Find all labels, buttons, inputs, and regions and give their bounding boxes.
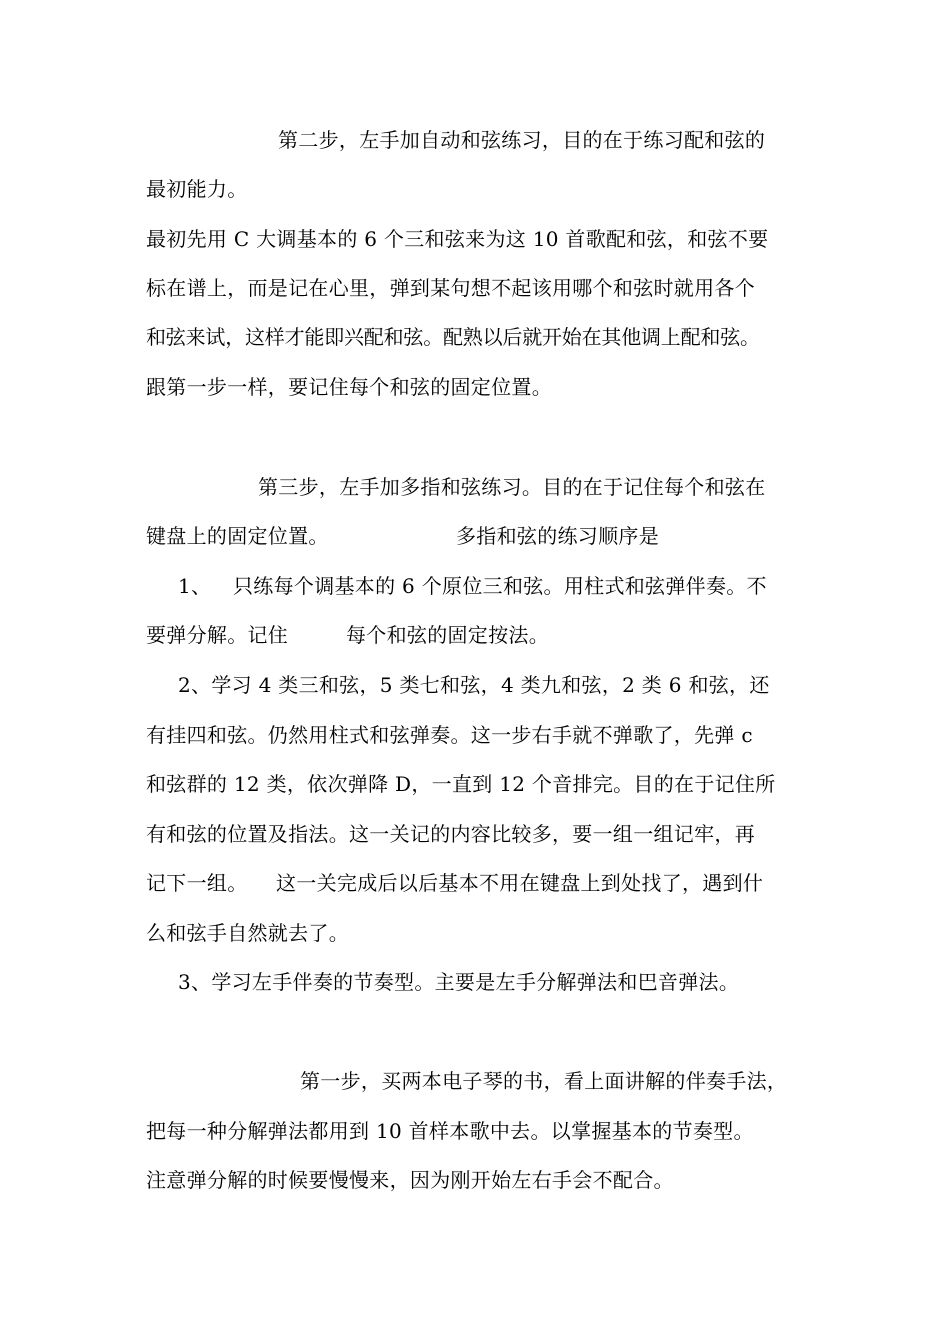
paragraph-line: 第一步，买两本电子琴的书，看上面讲解的伴奏手法， xyxy=(300,1069,788,1093)
paragraph-line: 第二步，左手加自动和弦练习，目的在于练习配和弦的 xyxy=(278,128,766,152)
paragraph-line: 跟第一步一样，要记住每个和弦的固定位置。 xyxy=(146,375,552,399)
paragraph-line: 么和弦手自然就去了。 xyxy=(146,921,349,945)
paragraph-line: 多指和弦的练习顺序是 xyxy=(456,524,659,548)
paragraph-line: 标在谱上，而是记在心里，弹到某句想不起该用哪个和弦时就用各个 xyxy=(146,276,755,300)
paragraph-line: 2、学习 4 类三和弦，5 类七和弦，4 类九和弦，2 类 6 和弦，还 xyxy=(178,673,770,697)
paragraph-line: 把每一种分解弹法都用到 10 首样本歌中去。以掌握基本的节奏型。 xyxy=(146,1119,754,1143)
paragraph-line: 这一关完成后以后基本不用在键盘上到处找了，遇到什 xyxy=(276,871,764,895)
paragraph-line: 键盘上的固定位置。 xyxy=(146,524,329,548)
paragraph-line: 记下一组。 xyxy=(146,871,248,895)
paragraph-line: 注意弹分解的时候要慢慢来，因为刚开始左右手会不配合。 xyxy=(146,1168,674,1192)
paragraph-line: 每个和弦的固定按法。 xyxy=(346,623,549,647)
paragraph-line: 只练每个调基本的 6 个原位三和弦。用柱式和弦弹伴奏。不 xyxy=(233,574,767,598)
paragraph-line: 最初先用 C 大调基本的 6 个三和弦来为这 10 首歌配和弦，和弦不要 xyxy=(146,227,769,251)
list-number: 1、 xyxy=(178,574,212,598)
paragraph-line: 最初能力。 xyxy=(146,177,248,201)
paragraph-line: 要弹分解。记住 xyxy=(146,623,289,647)
paragraph-line: 和弦群的 12 类，依次弹降 D，一直到 12 个音排完。目的在于记住所 xyxy=(146,772,776,796)
paragraph-line: 第三步，左手加多指和弦练习。目的在于记住每个和弦在 xyxy=(258,475,766,499)
paragraph-line: 有和弦的位置及指法。这一关记的内容比较多，要一组一组记牢，再 xyxy=(146,822,755,846)
paragraph-line: 和弦来试，这样才能即兴配和弦。配熟以后就开始在其他调上配和弦。 xyxy=(146,325,760,349)
paragraph-line: 3、学习左手伴奏的节奏型。主要是左手分解弹法和巴音弹法。 xyxy=(178,970,740,994)
paragraph-line: 有挂四和弦。仍然用柱式和弦弹奏。这一步右手就不弹歌了，先弹 c xyxy=(146,723,753,747)
